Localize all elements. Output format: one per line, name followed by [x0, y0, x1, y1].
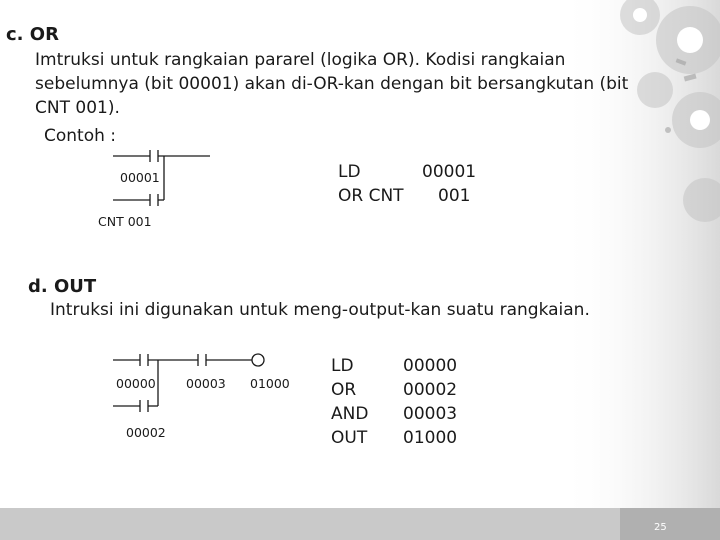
- code-d-operand-1: 00000: [403, 356, 458, 376]
- code-c-op-1: LD: [338, 162, 361, 182]
- contact-label-00000: 00000: [116, 376, 156, 391]
- code-c-op-2: OR CNT: [338, 186, 404, 206]
- section-d-heading: d. OUT: [28, 276, 97, 297]
- code-d-op-2: OR: [331, 380, 357, 400]
- contact-label-00002: 00002: [126, 425, 166, 440]
- section-d-text-line1: Intruksi ini digunakan untuk meng-output-kan suatu rangkaian.: [50, 300, 590, 320]
- code-c-operand-1: 00001: [422, 162, 477, 182]
- contact-label-00001: 00001: [120, 170, 160, 185]
- section-c-heading: c. OR: [6, 24, 59, 45]
- contact-label-00003: 00003: [186, 376, 226, 391]
- section-c-text-line2: sebelumnya (bit 00001) akan di-OR-kan dengan bit bersangkutan (bit: [35, 74, 629, 94]
- code-d-op-3: AND: [331, 404, 369, 424]
- code-d-op-4: OUT: [331, 428, 368, 448]
- code-d-operand-2: 00002: [403, 380, 458, 400]
- contact-label-cnt001: CNT 001: [98, 214, 152, 229]
- code-d-operand-3: 00003: [403, 404, 458, 424]
- page-number: 25: [654, 522, 667, 533]
- code-d-op-1: LD: [331, 356, 354, 376]
- code-c-operand-2: 001: [438, 186, 471, 206]
- section-c-text-line3: CNT 001).: [35, 98, 120, 118]
- output-label-01000: 01000: [250, 376, 290, 391]
- section-c-text-line1: Imtruksi untuk rangkaian pararel (logika OR). Kodisi rangkaian: [35, 50, 566, 70]
- code-d-operand-4: 01000: [403, 428, 458, 448]
- example-label: Contoh :: [44, 126, 117, 146]
